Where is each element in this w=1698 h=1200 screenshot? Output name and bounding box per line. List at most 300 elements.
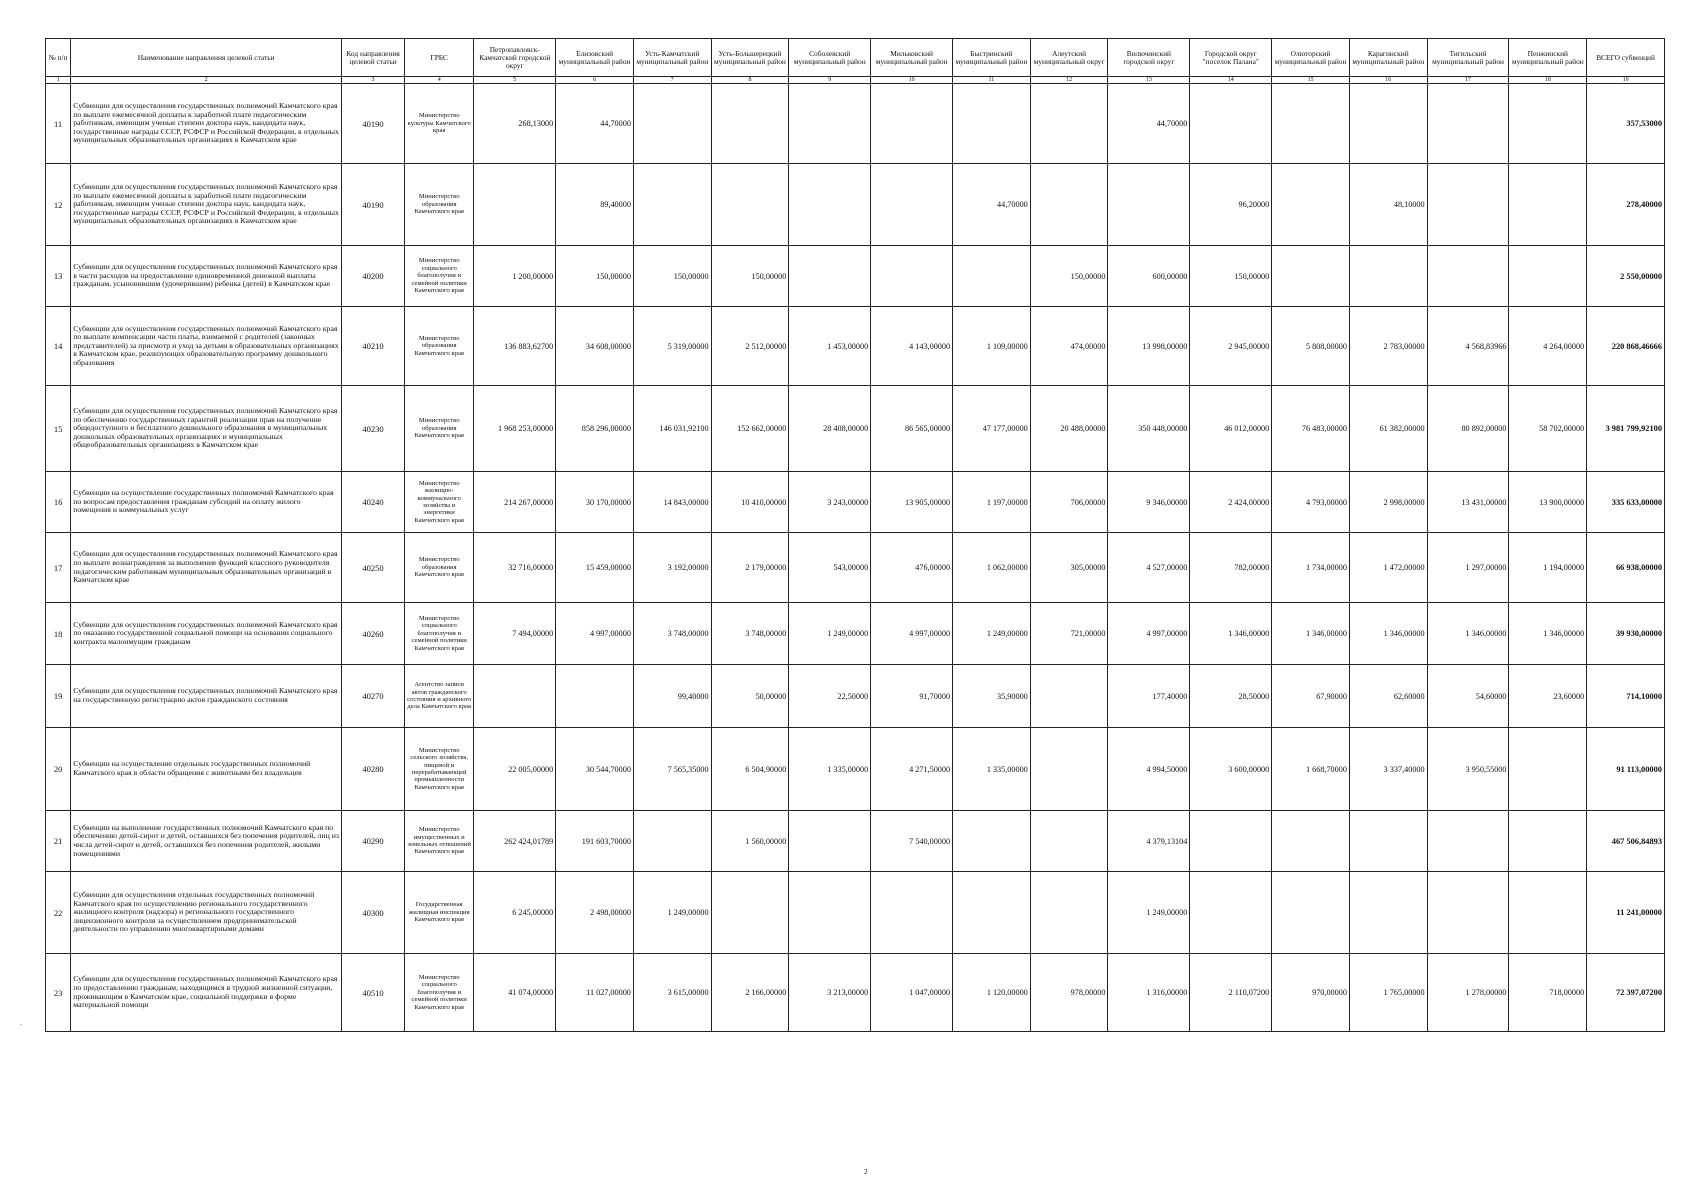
row-grbs: Министерство образования Камчатского края [405, 307, 474, 386]
column-header-3: Код направления целевой статьи [342, 39, 405, 77]
row-code: 40230 [342, 386, 405, 472]
row-code: 40280 [342, 728, 405, 811]
value-cell: 23,60000 [1509, 665, 1587, 728]
value-cell: 721,00000 [1030, 603, 1108, 665]
value-cell: 41 074,00000 [474, 954, 556, 1032]
column-number-7: 7 [633, 77, 711, 84]
value-cell [789, 872, 871, 954]
column-number-11: 11 [953, 77, 1031, 84]
value-cell: 3 337,40000 [1349, 728, 1427, 811]
value-cell: 6 504,90000 [711, 728, 789, 811]
value-cell [1030, 811, 1108, 872]
value-cell: 2 166,00000 [711, 954, 789, 1032]
value-cell: 80 892,00000 [1427, 386, 1509, 472]
value-cell: 191 603,70000 [556, 811, 634, 872]
column-header-8: Усть-Большерецкий муниципальный район [711, 39, 789, 77]
column-header-1: № п/п [46, 39, 71, 77]
value-cell: 67,90000 [1272, 665, 1350, 728]
value-cell: 2 498,00000 [556, 872, 634, 954]
value-cell: 96,20000 [1190, 164, 1272, 246]
value-cell [1190, 811, 1272, 872]
value-cell [1427, 246, 1509, 307]
value-cell: 44,70000 [556, 84, 634, 164]
value-cell: 1 472,00000 [1349, 533, 1427, 603]
value-cell [1427, 872, 1509, 954]
value-cell: 1 335,00000 [789, 728, 871, 811]
row-name: Субвенции для осуществления государственных полномочий Камчатского края по выплате вознаграждения за выполнение функций классного руководителя педагогическим работникам муниципальных образовательных организаций в Камчатском крае [71, 533, 342, 603]
value-cell: 146 031,92100 [633, 386, 711, 472]
column-header-11: Быстринский муниципальный район [953, 39, 1031, 77]
value-cell: 1 194,00000 [1509, 533, 1587, 603]
value-cell: 4 997,00000 [1108, 603, 1190, 665]
column-header-13: Вилючинский городской округ [1108, 39, 1190, 77]
value-cell [1349, 872, 1427, 954]
value-cell: 2 783,00000 [1349, 307, 1427, 386]
value-cell: 4 264,00000 [1509, 307, 1587, 386]
value-cell: 13 900,00000 [1509, 472, 1587, 533]
row-grbs: Министерство образования Камчатского края [405, 386, 474, 472]
column-number-5: 5 [474, 77, 556, 84]
value-cell [1509, 84, 1587, 164]
value-cell: 978,00000 [1030, 954, 1108, 1032]
value-cell: 4 994,50000 [1108, 728, 1190, 811]
value-cell: 262 424,01789 [474, 811, 556, 872]
row-code: 40240 [342, 472, 405, 533]
value-cell: 718,00000 [1509, 954, 1587, 1032]
column-number-19: 19 [1587, 77, 1665, 84]
value-cell: 28 408,00000 [789, 386, 871, 472]
row-total: 72 397,07200 [1587, 954, 1665, 1032]
value-cell: 3 192,00000 [633, 533, 711, 603]
value-cell: 136 883,62700 [474, 307, 556, 386]
row-name: Субвенции на осуществление отдельных государственных полномочий Камчатского края в области обращения с животными без владельцев [71, 728, 342, 811]
value-cell [1509, 872, 1587, 954]
subventions-table [45, 38, 1665, 1032]
value-cell [1030, 872, 1108, 954]
value-cell: 46 012,00000 [1190, 386, 1272, 472]
column-number-14: 14 [1190, 77, 1272, 84]
value-cell: 4 271,50000 [871, 728, 953, 811]
column-header-2: Наименование направления целевой статьи [71, 39, 342, 77]
value-cell: 1 560,00000 [711, 811, 789, 872]
value-cell: 99,40000 [633, 665, 711, 728]
value-cell: 4 143,00000 [871, 307, 953, 386]
value-cell: 1 109,00000 [953, 307, 1031, 386]
value-cell [1427, 84, 1509, 164]
value-cell: 1 249,00000 [953, 603, 1031, 665]
value-cell [1509, 811, 1587, 872]
value-cell: 5 808,00000 [1272, 307, 1350, 386]
value-cell: 22 005,00000 [474, 728, 556, 811]
value-cell [1190, 84, 1272, 164]
column-number-2: 2 [71, 77, 342, 84]
row-name: Субвенции для осуществления государственных полномочий Камчатского края по выплате ежемесячной доплаты к заработной плате педагогическим работникам, имеющим ученые степени доктора наук, кандидата наук, государственные награды СССР, РСФСР и Российской Федерации, в отдельных муниципальных образовательных организациях в Камчатском крае [71, 164, 342, 246]
value-cell: 474,00000 [1030, 307, 1108, 386]
row-number: 15 [46, 386, 71, 472]
row-total: 335 633,00000 [1587, 472, 1665, 533]
value-cell [953, 872, 1031, 954]
value-cell: 62,60000 [1349, 665, 1427, 728]
document-sheet [45, 38, 1665, 1106]
column-number-8: 8 [711, 77, 789, 84]
row-grbs: Агентство записи актов гражданского состояния и архивного дела Камчатского края [405, 665, 474, 728]
column-number-17: 17 [1427, 77, 1509, 84]
value-cell: 50,00000 [711, 665, 789, 728]
value-cell: 1 120,00000 [953, 954, 1031, 1032]
value-cell [1108, 164, 1190, 246]
row-code: 40260 [342, 603, 405, 665]
table-row [46, 84, 1665, 164]
value-cell: 7 494,00000 [474, 603, 556, 665]
value-cell [1030, 728, 1108, 811]
row-grbs: Министерство имущественных и земельных отношений Камчатского края [405, 811, 474, 872]
value-cell [1030, 164, 1108, 246]
value-cell: 2 179,00000 [711, 533, 789, 603]
value-cell [711, 872, 789, 954]
row-grbs: Министерство социального благополучия и семейной политики Камчатского края [405, 954, 474, 1032]
row-number: 22 [46, 872, 71, 954]
value-cell: 35,90000 [953, 665, 1031, 728]
column-header-10: Мильковский муниципальный район [871, 39, 953, 77]
row-code: 40290 [342, 811, 405, 872]
column-header-15: Олюторский муниципальный район [1272, 39, 1350, 77]
value-cell: 1 453,00000 [789, 307, 871, 386]
table-row [46, 872, 1665, 954]
value-cell: 1 765,00000 [1349, 954, 1427, 1032]
value-cell: 2 512,00000 [711, 307, 789, 386]
column-header-5: Петропавловск-Камчатский городской округ [474, 39, 556, 77]
column-number-12: 12 [1030, 77, 1108, 84]
row-code: 40250 [342, 533, 405, 603]
value-cell: 32 716,00000 [474, 533, 556, 603]
table-row [46, 665, 1665, 728]
value-cell [1509, 728, 1587, 811]
value-cell: 2 424,00000 [1190, 472, 1272, 533]
value-cell [1349, 811, 1427, 872]
value-cell: 7 540,00000 [871, 811, 953, 872]
value-cell [1509, 246, 1587, 307]
value-cell: 34 608,00000 [556, 307, 634, 386]
value-cell [633, 811, 711, 872]
table-row [46, 533, 1665, 603]
value-cell: 1 346,00000 [1272, 603, 1350, 665]
row-name: Субвенции для осуществления государственных полномочий Камчатского края по выплате ежемесячной доплаты к заработной плате педагогическим работникам, имеющим ученые степени доктора наук, кандидата наук, государственные награды СССР, РСФСР и Российской Федерации, в отдельных муниципальных образовательных организациях в Камчатском крае [71, 84, 342, 164]
value-cell [1030, 84, 1108, 164]
value-cell: 48,10000 [1349, 164, 1427, 246]
value-cell: 5 319,00000 [633, 307, 711, 386]
row-number: 13 [46, 246, 71, 307]
value-cell: 1 968 253,00000 [474, 386, 556, 472]
column-header-16: Карагинский муниципальный район [1349, 39, 1427, 77]
value-cell: 150,00000 [1030, 246, 1108, 307]
value-cell: 1 249,00000 [633, 872, 711, 954]
row-number: 21 [46, 811, 71, 872]
row-total: 66 938,00000 [1587, 533, 1665, 603]
value-cell: 13 905,00000 [871, 472, 953, 533]
value-cell: 86 565,00000 [871, 386, 953, 472]
row-name: Субвенции на выполнение государственных полномочий Камчатского края по обеспечению детей-сирот и детей, оставшихся без попечения родителей, лиц из числа детей-сирот и детей, оставшихся без попечения родителей, жилыми помещениями [71, 811, 342, 872]
value-cell: 1 278,00000 [1427, 954, 1509, 1032]
value-cell [953, 84, 1031, 164]
row-grbs: Министерство сельского хозяйства, пищевой и перерабатывающей промышленности Камчатского края [405, 728, 474, 811]
column-header-4: ГРБС [405, 39, 474, 77]
row-code: 40270 [342, 665, 405, 728]
row-total: 2 550,00000 [1587, 246, 1665, 307]
value-cell: 268,13000 [474, 84, 556, 164]
value-cell: 1 335,00000 [953, 728, 1031, 811]
value-cell: 30 544,70000 [556, 728, 634, 811]
value-cell: 476,00000 [871, 533, 953, 603]
value-cell: 10 410,00000 [711, 472, 789, 533]
value-cell: 1 249,00000 [789, 603, 871, 665]
table-row [46, 954, 1665, 1032]
value-cell: 1 668,70000 [1272, 728, 1350, 811]
row-name: Субвенции для осуществления государственных полномочий Камчатского края по выплате компенсации части платы, взимаемой с родителей (законных представителей) за присмотр и уход за детьми в образовательных организациях в Камчатском крае, реализующих образовательную программу дошкольного образования [71, 307, 342, 386]
value-cell: 1 200,00000 [474, 246, 556, 307]
row-total: 278,40000 [1587, 164, 1665, 246]
table-row [46, 386, 1665, 472]
row-total: 39 930,00000 [1587, 603, 1665, 665]
value-cell: 4 379,13104 [1108, 811, 1190, 872]
value-cell: 782,00000 [1190, 533, 1272, 603]
value-cell: 44,70000 [1108, 84, 1190, 164]
value-cell: 3 748,00000 [633, 603, 711, 665]
value-cell: 150,00000 [633, 246, 711, 307]
value-cell [871, 872, 953, 954]
value-cell: 543,00000 [789, 533, 871, 603]
value-cell: 1 346,00000 [1509, 603, 1587, 665]
value-cell: 14 843,00000 [633, 472, 711, 533]
row-grbs: Министерство социального благополучия и семейной политики Камчатского края [405, 603, 474, 665]
table-body [46, 84, 1665, 1032]
table-row [46, 246, 1665, 307]
value-cell: 15 459,00000 [556, 533, 634, 603]
value-cell: 28,50000 [1190, 665, 1272, 728]
row-name: Субвенции для осуществления государственных полномочий Камчатского края по оказанию государственной социальной помощи на основании социального контракта малоимущим гражданам [71, 603, 342, 665]
column-number-4: 4 [405, 77, 474, 84]
column-number-16: 16 [1349, 77, 1427, 84]
value-cell [953, 246, 1031, 307]
value-cell: 3 615,00000 [633, 954, 711, 1032]
value-cell [1349, 246, 1427, 307]
value-cell [789, 164, 871, 246]
table-row [46, 811, 1665, 872]
value-cell: 9 346,00000 [1108, 472, 1190, 533]
value-cell: 1 062,00000 [953, 533, 1031, 603]
value-cell [789, 84, 871, 164]
row-number: 17 [46, 533, 71, 603]
value-cell: 30 170,00000 [556, 472, 634, 533]
value-cell [789, 246, 871, 307]
column-number-18: 18 [1509, 77, 1587, 84]
row-code: 40190 [342, 164, 405, 246]
column-header-19: ВСЕГО субвенций [1587, 39, 1665, 77]
value-cell: 152 662,00000 [711, 386, 789, 472]
value-cell: 1 316,00000 [1108, 954, 1190, 1032]
value-cell: 150,00000 [556, 246, 634, 307]
row-number: 20 [46, 728, 71, 811]
value-cell [1190, 872, 1272, 954]
row-name: Субвенции для осуществления отдельных государственных полномочий Камчатского края по осуществлению регионального государственного жилищного контроля (надзора) и регионального государственного лицензионного контроля за осуществлением предпринимательской деятельности по управлению многоквартирными домами [71, 872, 342, 954]
value-cell: 3 950,55000 [1427, 728, 1509, 811]
row-number: 18 [46, 603, 71, 665]
row-grbs: Министерство жилищно-коммунального хозяйства и энергетики Камчатского края [405, 472, 474, 533]
value-cell [1272, 811, 1350, 872]
row-number: 16 [46, 472, 71, 533]
value-cell [1272, 872, 1350, 954]
value-cell: 4 997,00000 [871, 603, 953, 665]
value-cell: 1 197,00000 [953, 472, 1031, 533]
column-header-14: Городской округ "поселок Палана" [1190, 39, 1272, 77]
value-cell [1427, 164, 1509, 246]
value-cell [711, 164, 789, 246]
row-total: 220 868,46666 [1587, 307, 1665, 386]
row-code: 40200 [342, 246, 405, 307]
row-number: 14 [46, 307, 71, 386]
value-cell: 3 213,00000 [789, 954, 871, 1032]
column-number-1: 1 [46, 77, 71, 84]
value-cell [1272, 246, 1350, 307]
row-total: 357,53000 [1587, 84, 1665, 164]
value-cell [1272, 84, 1350, 164]
value-cell [556, 665, 634, 728]
value-cell [871, 164, 953, 246]
value-cell: 350 448,00000 [1108, 386, 1190, 472]
value-cell: 54,60000 [1427, 665, 1509, 728]
value-cell: 61 382,00000 [1349, 386, 1427, 472]
row-name: Субвенции для осуществления государственных полномочий Камчатского края в части расходов на предоставление единовременной денежной выплаты гражданам, усыновившим (удочерившим) ребенка (детей) в Камчатском крае [71, 246, 342, 307]
table-row [46, 472, 1665, 533]
value-cell: 7 565,35000 [633, 728, 711, 811]
side-mark: . [20, 1019, 22, 1027]
value-cell: 91,70000 [871, 665, 953, 728]
value-cell: 2 998,00000 [1349, 472, 1427, 533]
value-cell: 706,00000 [1030, 472, 1108, 533]
value-cell [1427, 811, 1509, 872]
value-cell [711, 84, 789, 164]
value-cell: 6 245,00000 [474, 872, 556, 954]
value-cell: 4 527,00000 [1108, 533, 1190, 603]
value-cell: 44,70000 [953, 164, 1031, 246]
value-cell [1349, 84, 1427, 164]
column-header-17: Тигильский муниципальный район [1427, 39, 1509, 77]
column-number-6: 6 [556, 77, 634, 84]
header-row [46, 39, 1665, 77]
column-number-15: 15 [1272, 77, 1350, 84]
value-cell: 177,40000 [1108, 665, 1190, 728]
row-number: 23 [46, 954, 71, 1032]
row-total: 11 241,00000 [1587, 872, 1665, 954]
value-cell: 3 243,00000 [789, 472, 871, 533]
column-number-9: 9 [789, 77, 871, 84]
value-cell: 1 346,00000 [1349, 603, 1427, 665]
row-code: 40510 [342, 954, 405, 1032]
value-cell: 1 249,00000 [1108, 872, 1190, 954]
row-code: 40210 [342, 307, 405, 386]
value-cell: 3 600,00000 [1190, 728, 1272, 811]
row-number: 11 [46, 84, 71, 164]
row-total: 714,10000 [1587, 665, 1665, 728]
value-cell: 13 998,00000 [1108, 307, 1190, 386]
column-header-7: Усть-Камчатский муниципальный район [633, 39, 711, 77]
column-number-3: 3 [342, 77, 405, 84]
column-header-18: Пенжинский муниципальный район [1509, 39, 1587, 77]
value-cell [1272, 164, 1350, 246]
value-cell: 22,50000 [789, 665, 871, 728]
value-cell [953, 811, 1031, 872]
row-total: 467 506,84893 [1587, 811, 1665, 872]
table-row [46, 307, 1665, 386]
value-cell: 20 488,00000 [1030, 386, 1108, 472]
row-name: Субвенции для осуществления государственных полномочий Камчатского края на государственную регистрацию актов гражданского состояния [71, 665, 342, 728]
row-grbs: Министерство образования Камчатского края [405, 533, 474, 603]
value-cell: 1 734,00000 [1272, 533, 1350, 603]
value-cell: 1 297,00000 [1427, 533, 1509, 603]
value-cell: 4 568,83966 [1427, 307, 1509, 386]
value-cell [633, 84, 711, 164]
row-grbs: Министерство культуры Камчатского края [405, 84, 474, 164]
value-cell: 214 267,00000 [474, 472, 556, 533]
value-cell: 11 027,00000 [556, 954, 634, 1032]
table-row [46, 164, 1665, 246]
row-grbs: Государственная жилищная инспекция Камчатского края [405, 872, 474, 954]
value-cell: 1 346,00000 [1427, 603, 1509, 665]
row-code: 40190 [342, 84, 405, 164]
value-cell: 600,00000 [1108, 246, 1190, 307]
row-total: 91 113,00000 [1587, 728, 1665, 811]
value-cell: 58 702,00000 [1509, 386, 1587, 472]
value-cell [474, 164, 556, 246]
value-cell [789, 811, 871, 872]
value-cell [474, 665, 556, 728]
value-cell: 13 431,00000 [1427, 472, 1509, 533]
value-cell: 3 748,00000 [711, 603, 789, 665]
value-cell: 2 110,07200 [1190, 954, 1272, 1032]
column-number-13: 13 [1108, 77, 1190, 84]
value-cell [1030, 665, 1108, 728]
column-header-9: Соболевский муниципальный район [789, 39, 871, 77]
value-cell: 858 296,00000 [556, 386, 634, 472]
value-cell: 4 793,00000 [1272, 472, 1350, 533]
value-cell: 150,00000 [1190, 246, 1272, 307]
value-cell: 47 177,00000 [953, 386, 1031, 472]
value-cell: 4 997,00000 [556, 603, 634, 665]
value-cell [871, 246, 953, 307]
value-cell: 1 047,00000 [871, 954, 953, 1032]
column-number-10: 10 [871, 77, 953, 84]
row-number: 12 [46, 164, 71, 246]
column-number-row [46, 77, 1665, 84]
value-cell: 76 483,00000 [1272, 386, 1350, 472]
table-row [46, 603, 1665, 665]
row-total: 3 981 799,92100 [1587, 386, 1665, 472]
page-number: 2 [864, 1168, 868, 1176]
value-cell: 305,00000 [1030, 533, 1108, 603]
row-number: 19 [46, 665, 71, 728]
row-name: Субвенции для осуществления государственных полномочий Камчатского края по предоставлению гражданам, находящимся в трудной жизненной ситуации, проживающим в Камчатском крае, социальной поддержки в форме материальной помощи [71, 954, 342, 1032]
table-row [46, 728, 1665, 811]
value-cell [633, 164, 711, 246]
row-name: Субвенции для осуществления государственных полномочий Камчатского края по обеспечению государственных гарантий реализации прав на получение общедоступного и бесплатного дошкольного образования в муниципальных дошкольных образовательных организациях и муниципальных общеобразовательных организациях в Камчатском крае [71, 386, 342, 472]
row-code: 40300 [342, 872, 405, 954]
column-header-6: Елизовский муниципальный район [556, 39, 634, 77]
value-cell: 150,00000 [711, 246, 789, 307]
row-grbs: Министерство образования Камчатского края [405, 164, 474, 246]
column-header-12: Алеутский муниципальный округ [1030, 39, 1108, 77]
value-cell: 2 945,00000 [1190, 307, 1272, 386]
row-name: Субвенции на осуществление государственных полномочий Камчатского края по вопросам предоставления гражданам субсидий на оплату жилого помещения и коммунальных услуг [71, 472, 342, 533]
value-cell: 970,00000 [1272, 954, 1350, 1032]
